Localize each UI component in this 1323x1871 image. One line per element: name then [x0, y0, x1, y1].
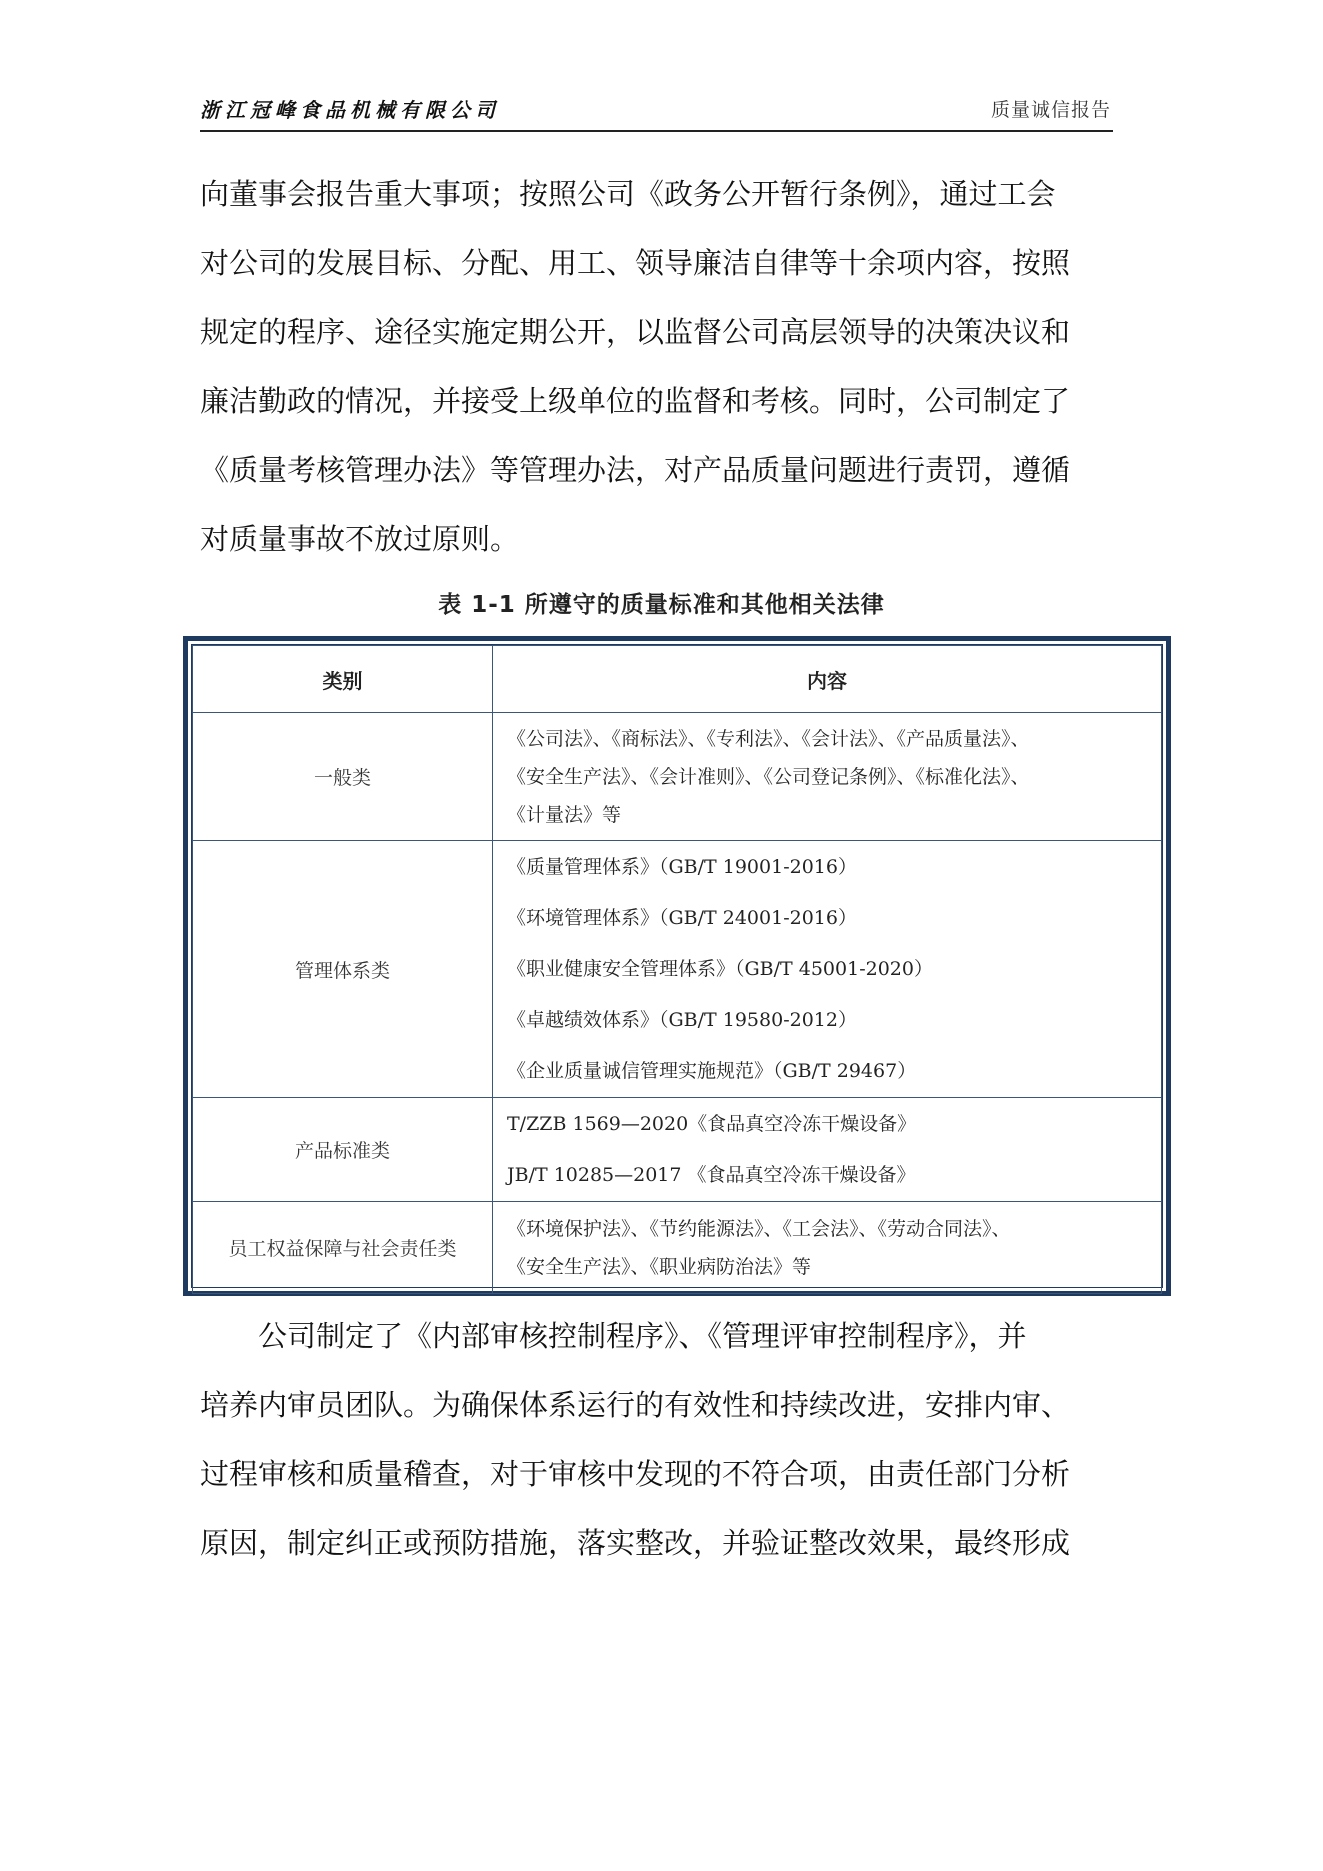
table-row: [193, 841, 1162, 1098]
content-cell: [493, 1098, 1162, 1202]
paragraph-line: 公司制定了《内部审核控制程序》、《管理评审控制程序》，并: [200, 1319, 1027, 1353]
standard-entry: T/ZZB 1569—2020《食品真空冷冻干燥设备》: [507, 1112, 917, 1135]
body-paragraph-2: [200, 1302, 1113, 1578]
paragraph-line: 廉洁勤政的情况，并接受上级单位的监督和考核。同时，公司制定了: [200, 384, 1071, 418]
law-entry: 《环境保护法》、《节约能源法》、《工会法》、《劳动合同法》、: [507, 1217, 1011, 1240]
standards-table: [183, 636, 1171, 1296]
column-header-category: 类别: [193, 646, 493, 713]
standards-table-grid: [192, 645, 1162, 1294]
law-entry: 《安全生产法》、《职业病防治法》等: [507, 1255, 812, 1278]
table-header-row: [193, 646, 1162, 713]
table-row: [193, 1202, 1162, 1294]
paragraph-line: 对公司的发展目标、分配、用工、领导廉洁自律等十余项内容，按照: [200, 246, 1071, 280]
paragraph-line: 规定的程序、途径实施定期公开，以监督公司高层领导的决策决议和: [200, 315, 1071, 349]
category-cell: 产品标准类: [193, 1098, 493, 1202]
law-entry: 《公司法》、《商标法》、《专利法》、《会计法》、《产品质量法》、: [507, 727, 1030, 750]
company-name: 浙江冠峰食品机械有限公司: [200, 98, 500, 122]
law-entry: 《计量法》等: [507, 803, 622, 826]
standard-entry: JB/T 10285—2017 《食品真空冷冻干燥设备》: [507, 1163, 916, 1186]
standard-entry: 《环境管理体系》（GB/T 24001-2016）: [507, 906, 857, 929]
table-row: [193, 1098, 1162, 1202]
content-cell: [493, 841, 1162, 1098]
paragraph-line: 对质量事故不放过原则。: [200, 522, 520, 556]
content-cell: [493, 713, 1162, 841]
paragraph-line: 原因，制定纠正或预防措施，落实整改，并验证整改效果，最终形成: [200, 1526, 1071, 1560]
paragraph-line: 过程审核和质量稽查，对于审核中发现的不符合项，由责任部门分析: [200, 1457, 1071, 1491]
table-caption: 表 1-1 所遵守的质量标准和其他相关法律: [438, 592, 885, 618]
paragraph-line: 向董事会报告重大事项；按照公司《政务公开暂行条例》，通过工会: [200, 177, 1056, 211]
standard-entry: 《卓越绩效体系》（GB/T 19580-2012）: [507, 1008, 857, 1031]
category-cell: 管理体系类: [193, 841, 493, 1098]
document-title: 质量诚信报告: [990, 99, 1111, 121]
category-cell: 一般类: [193, 713, 493, 841]
column-header-content: 内容: [493, 646, 1162, 713]
table-row: [193, 713, 1162, 841]
law-entry: 《安全生产法》、《会计准则》、《公司登记条例》、《标准化法》、: [507, 765, 1030, 788]
standard-entry: 《企业质量诚信管理实施规范》（GB/T 29467）: [507, 1059, 917, 1082]
content-cell: [493, 1202, 1162, 1294]
standard-entry: 《职业健康安全管理体系》（GB/T 45001-2020）: [507, 957, 933, 980]
paragraph-line: 培养内审员团队。为确保体系运行的有效性和持续改进，安排内审、: [200, 1388, 1071, 1422]
page-header: [200, 90, 1113, 132]
category-cell: 员工权益保障与社会责任类: [193, 1202, 493, 1294]
body-paragraph-1: [200, 160, 1113, 574]
standard-entry: 《质量管理体系》（GB/T 19001-2016）: [507, 855, 857, 878]
paragraph-line: 《质量考核管理办法》等管理办法，对产品质量问题进行责罚，遵循: [200, 453, 1071, 487]
